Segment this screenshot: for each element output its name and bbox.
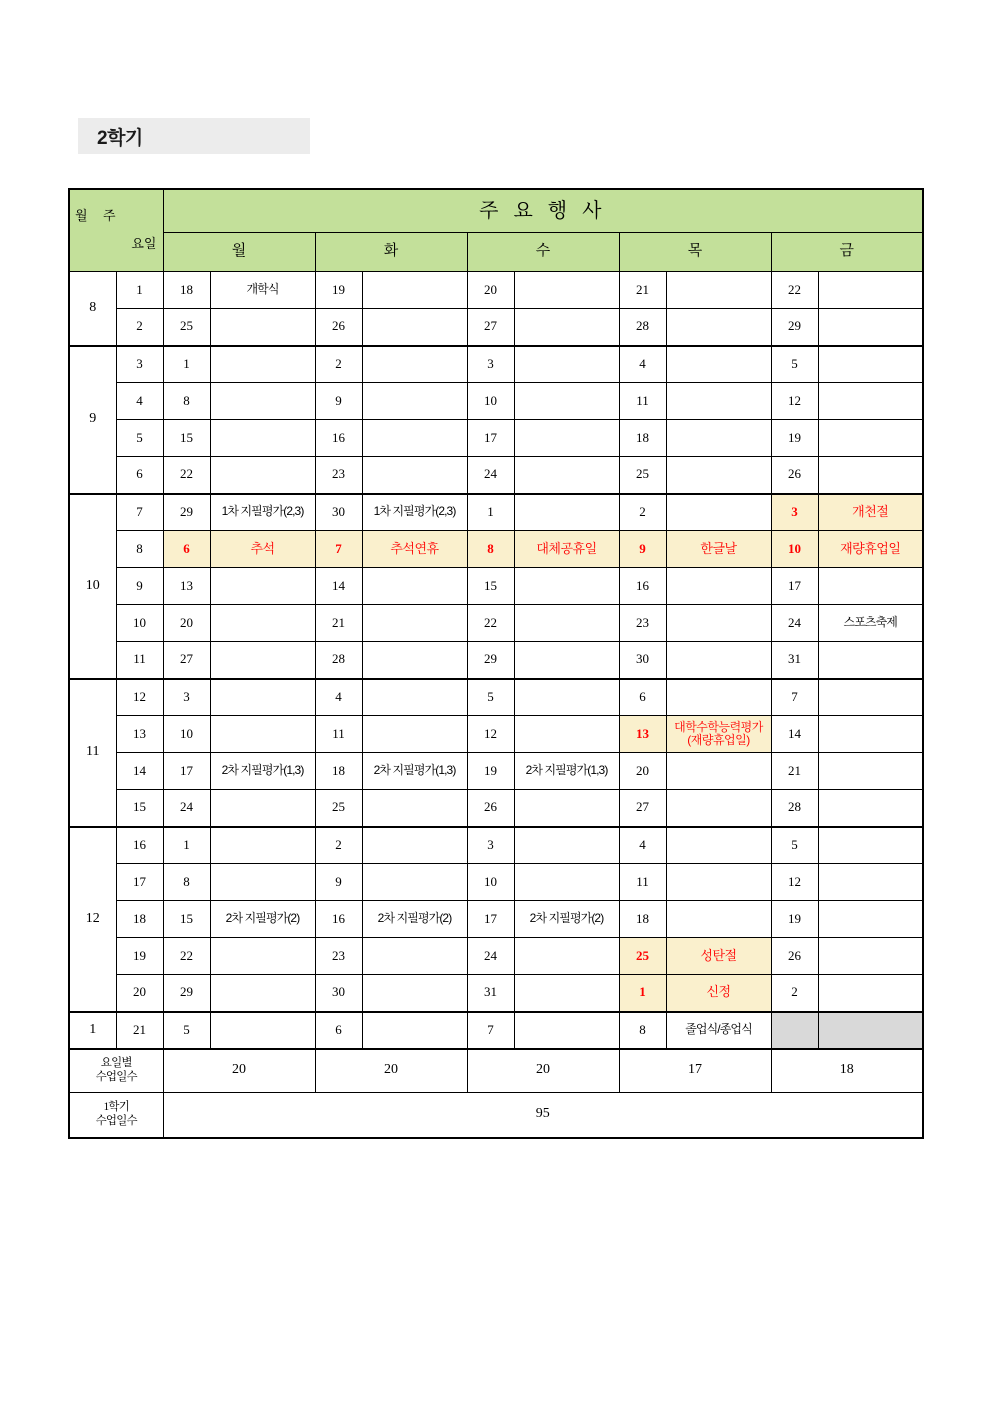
day-event-cell <box>362 420 467 457</box>
day-event-cell <box>514 605 619 642</box>
day-event-cell <box>514 938 619 975</box>
day-number-cell: 15 <box>467 568 514 605</box>
day-event-cell <box>514 642 619 679</box>
day-event-cell: 추석연휴 <box>362 531 467 568</box>
day-event-cell <box>666 864 771 901</box>
corner-label-week: 주 <box>103 207 116 223</box>
day-event-cell <box>210 605 315 642</box>
day-number-cell: 11 <box>315 716 362 753</box>
day-number-cell: 11 <box>619 864 666 901</box>
day-number-cell: 29 <box>163 975 210 1012</box>
day-number-cell: 4 <box>315 679 362 716</box>
day-event-cell: 재량휴업일 <box>818 531 923 568</box>
day-event-cell <box>666 494 771 531</box>
day-event-cell <box>362 1012 467 1049</box>
day-event-cell <box>666 309 771 346</box>
day-number-cell: 18 <box>315 753 362 790</box>
day-number-cell: 6 <box>163 531 210 568</box>
day-number-cell: 28 <box>771 790 818 827</box>
day-number-cell: 12 <box>771 864 818 901</box>
day-event-cell <box>362 383 467 420</box>
day-event-cell <box>362 272 467 309</box>
week-number-cell: 3 <box>116 346 163 383</box>
day-number-cell: 7 <box>771 679 818 716</box>
summary-total-value: 95 <box>163 1092 923 1138</box>
week-number-cell: 8 <box>116 531 163 568</box>
summary-total-row <box>69 1092 923 1138</box>
day-number-cell: 21 <box>619 272 666 309</box>
day-number-cell: 1 <box>467 494 514 531</box>
day-header-thu: 목 <box>619 233 771 272</box>
week-number-cell: 17 <box>116 864 163 901</box>
corner-label-weekday: 요일 <box>131 235 157 251</box>
day-number-cell: 16 <box>619 568 666 605</box>
day-event-cell <box>210 383 315 420</box>
main-events-header: 주 요 행 사 <box>163 189 923 233</box>
day-number-cell: 28 <box>315 642 362 679</box>
day-event-cell <box>514 346 619 383</box>
summary-total-label: 1학기 수업일수 <box>69 1092 163 1138</box>
calendar-week-row <box>69 864 923 901</box>
day-number-cell: 26 <box>771 938 818 975</box>
day-number-cell: 14 <box>315 568 362 605</box>
day-number-cell: 6 <box>619 679 666 716</box>
week-number-cell: 13 <box>116 716 163 753</box>
corner-axis-cell <box>69 189 163 272</box>
day-event-cell <box>514 864 619 901</box>
calendar-week-row <box>69 531 923 568</box>
day-number-cell: 11 <box>619 383 666 420</box>
day-number-cell: 27 <box>619 790 666 827</box>
day-event-cell <box>666 679 771 716</box>
day-event-cell: 2차 지필평가(1,3) <box>210 753 315 790</box>
calendar-body <box>69 272 923 1049</box>
week-number-cell: 2 <box>116 309 163 346</box>
week-number-cell: 10 <box>116 605 163 642</box>
day-event-cell <box>666 420 771 457</box>
calendar-week-row <box>69 975 923 1012</box>
day-number-cell <box>771 1012 818 1049</box>
month-cell: 8 <box>69 272 116 346</box>
calendar-week-row <box>69 457 923 494</box>
day-event-cell <box>818 309 923 346</box>
day-event-cell <box>514 457 619 494</box>
day-number-cell: 21 <box>315 605 362 642</box>
day-event-cell: 1차 지필평가(2,3) <box>210 494 315 531</box>
day-number-cell: 20 <box>619 753 666 790</box>
calendar-week-row <box>69 679 923 716</box>
day-number-cell: 7 <box>315 531 362 568</box>
day-header-tue: 화 <box>315 233 467 272</box>
day-number-cell: 29 <box>163 494 210 531</box>
day-event-cell <box>362 716 467 753</box>
day-number-cell: 22 <box>163 457 210 494</box>
calendar-week-row <box>69 827 923 864</box>
day-number-cell: 7 <box>467 1012 514 1049</box>
day-event-cell: 2차 지필평가(2) <box>514 901 619 938</box>
day-event-cell <box>818 1012 923 1049</box>
day-event-cell <box>210 938 315 975</box>
day-event-cell <box>514 420 619 457</box>
day-event-cell: 대학수학능력평가 (재량휴업일) <box>666 716 771 753</box>
day-event-cell <box>210 975 315 1012</box>
day-number-cell: 16 <box>315 901 362 938</box>
day-number-cell: 22 <box>771 272 818 309</box>
day-event-cell <box>210 679 315 716</box>
day-number-cell: 3 <box>467 827 514 864</box>
week-number-cell: 20 <box>116 975 163 1012</box>
day-number-cell: 4 <box>619 346 666 383</box>
day-number-cell: 18 <box>619 901 666 938</box>
month-cell: 11 <box>69 679 116 827</box>
table-header <box>69 189 923 272</box>
day-event-cell <box>666 346 771 383</box>
day-event-cell <box>818 679 923 716</box>
day-event-cell: 졸업식/종업식 <box>666 1012 771 1049</box>
day-number-cell: 20 <box>163 605 210 642</box>
day-event-cell <box>666 827 771 864</box>
day-event-cell <box>210 568 315 605</box>
day-event-cell <box>818 790 923 827</box>
day-event-cell <box>362 679 467 716</box>
day-event-cell <box>210 642 315 679</box>
day-number-cell: 4 <box>619 827 666 864</box>
day-event-cell: 성탄절 <box>666 938 771 975</box>
week-number-cell: 1 <box>116 272 163 309</box>
summary-tue: 20 <box>315 1049 467 1093</box>
summary-per-day-label: 요일별 수업일수 <box>69 1049 163 1093</box>
day-event-cell <box>818 642 923 679</box>
day-number-cell: 10 <box>163 716 210 753</box>
calendar-week-row <box>69 901 923 938</box>
day-event-cell: 대체공휴일 <box>514 531 619 568</box>
day-number-cell: 8 <box>467 531 514 568</box>
day-number-cell: 5 <box>771 827 818 864</box>
week-number-cell: 7 <box>116 494 163 531</box>
calendar-week-row <box>69 605 923 642</box>
day-number-cell: 14 <box>771 716 818 753</box>
day-event-cell <box>362 605 467 642</box>
day-number-cell: 31 <box>771 642 818 679</box>
day-event-cell <box>666 568 771 605</box>
day-number-cell: 3 <box>771 494 818 531</box>
day-number-cell: 19 <box>467 753 514 790</box>
day-event-cell <box>362 642 467 679</box>
day-number-cell: 1 <box>163 346 210 383</box>
day-number-cell: 13 <box>619 716 666 753</box>
day-event-cell <box>818 827 923 864</box>
day-event-cell <box>818 272 923 309</box>
day-event-cell <box>666 753 771 790</box>
day-number-cell: 25 <box>619 457 666 494</box>
day-event-cell <box>818 753 923 790</box>
day-number-cell: 25 <box>619 938 666 975</box>
day-event-cell <box>210 457 315 494</box>
day-event-cell: 한글날 <box>666 531 771 568</box>
day-event-cell <box>666 642 771 679</box>
day-number-cell: 20 <box>467 272 514 309</box>
day-event-cell <box>210 716 315 753</box>
day-number-cell: 26 <box>315 309 362 346</box>
calendar-week-row <box>69 272 923 309</box>
week-number-cell: 9 <box>116 568 163 605</box>
day-event-cell <box>514 790 619 827</box>
day-event-cell <box>362 346 467 383</box>
day-event-cell <box>514 679 619 716</box>
day-event-cell <box>210 346 315 383</box>
day-event-cell <box>514 1012 619 1049</box>
day-event-cell <box>666 383 771 420</box>
week-number-cell: 16 <box>116 827 163 864</box>
day-event-cell <box>362 790 467 827</box>
day-event-cell <box>514 975 619 1012</box>
day-number-cell: 17 <box>467 901 514 938</box>
day-number-cell: 30 <box>315 494 362 531</box>
day-number-cell: 19 <box>771 420 818 457</box>
day-event-cell <box>818 383 923 420</box>
day-event-cell <box>818 901 923 938</box>
day-number-cell: 12 <box>467 716 514 753</box>
day-number-cell: 1 <box>163 827 210 864</box>
day-number-cell: 2 <box>771 975 818 1012</box>
day-number-cell: 9 <box>315 864 362 901</box>
day-number-cell: 2 <box>619 494 666 531</box>
day-number-cell: 18 <box>619 420 666 457</box>
page-title: 2학기 <box>97 127 143 149</box>
day-number-cell: 23 <box>619 605 666 642</box>
day-event-cell <box>210 309 315 346</box>
day-number-cell: 23 <box>315 457 362 494</box>
month-cell: 1 <box>69 1012 116 1049</box>
day-event-cell <box>210 864 315 901</box>
day-number-cell: 5 <box>163 1012 210 1049</box>
day-event-cell <box>666 272 771 309</box>
day-event-cell <box>210 420 315 457</box>
day-number-cell: 2 <box>315 827 362 864</box>
day-event-cell <box>514 716 619 753</box>
day-event-cell <box>666 790 771 827</box>
day-number-cell: 27 <box>163 642 210 679</box>
day-event-cell <box>818 975 923 1012</box>
calendar-week-row <box>69 494 923 531</box>
day-event-cell <box>818 864 923 901</box>
day-number-cell: 10 <box>771 531 818 568</box>
week-number-cell: 21 <box>116 1012 163 1049</box>
day-number-cell: 3 <box>163 679 210 716</box>
week-number-cell: 6 <box>116 457 163 494</box>
summary-per-day-row <box>69 1049 923 1093</box>
day-event-cell: 신정 <box>666 975 771 1012</box>
summary-thu: 17 <box>619 1049 771 1093</box>
day-number-cell: 10 <box>467 864 514 901</box>
day-event-cell <box>362 864 467 901</box>
day-event-cell: 2차 지필평가(2) <box>362 901 467 938</box>
day-header-wed: 수 <box>467 233 619 272</box>
day-number-cell: 29 <box>771 309 818 346</box>
day-event-cell <box>818 568 923 605</box>
week-number-cell: 4 <box>116 383 163 420</box>
day-event-cell: 스포츠축제 <box>818 605 923 642</box>
corner-label-month: 월 <box>75 207 88 223</box>
day-number-cell: 28 <box>619 309 666 346</box>
day-header-fri: 금 <box>771 233 923 272</box>
day-event-cell <box>210 827 315 864</box>
day-number-cell: 24 <box>771 605 818 642</box>
day-number-cell: 21 <box>771 753 818 790</box>
day-number-cell: 19 <box>315 272 362 309</box>
day-number-cell: 30 <box>619 642 666 679</box>
month-cell: 12 <box>69 827 116 1012</box>
day-header-mon: 월 <box>163 233 315 272</box>
calendar-week-row <box>69 309 923 346</box>
day-event-cell <box>666 901 771 938</box>
day-event-cell <box>514 309 619 346</box>
day-number-cell: 17 <box>467 420 514 457</box>
day-event-cell: 추석 <box>210 531 315 568</box>
day-number-cell: 9 <box>619 531 666 568</box>
day-number-cell: 15 <box>163 901 210 938</box>
calendar-week-row <box>69 420 923 457</box>
day-number-cell: 24 <box>467 938 514 975</box>
day-event-cell <box>818 716 923 753</box>
calendar-week-row <box>69 790 923 827</box>
day-event-cell: 개천절 <box>818 494 923 531</box>
day-event-cell <box>666 457 771 494</box>
day-number-cell: 18 <box>163 272 210 309</box>
month-cell: 10 <box>69 494 116 679</box>
day-event-cell <box>362 975 467 1012</box>
header-row-top <box>69 189 923 233</box>
day-event-cell <box>514 272 619 309</box>
day-number-cell: 22 <box>163 938 210 975</box>
header-row-days <box>69 233 923 272</box>
day-number-cell: 31 <box>467 975 514 1012</box>
semester-title-banner <box>78 118 310 154</box>
day-number-cell: 8 <box>619 1012 666 1049</box>
summary-fri: 18 <box>771 1049 923 1093</box>
day-event-cell <box>514 383 619 420</box>
day-event-cell <box>362 938 467 975</box>
day-event-cell: 2차 지필평가(1,3) <box>514 753 619 790</box>
week-number-cell: 12 <box>116 679 163 716</box>
day-event-cell <box>210 1012 315 1049</box>
day-event-cell <box>666 605 771 642</box>
calendar-week-row <box>69 642 923 679</box>
day-event-cell: 1차 지필평가(2,3) <box>362 494 467 531</box>
calendar-week-row <box>69 716 923 753</box>
day-event-cell <box>818 938 923 975</box>
day-event-cell <box>818 457 923 494</box>
calendar-week-row <box>69 346 923 383</box>
academic-calendar-table <box>68 188 924 1139</box>
day-number-cell: 8 <box>163 383 210 420</box>
day-number-cell: 22 <box>467 605 514 642</box>
day-number-cell: 5 <box>771 346 818 383</box>
day-event-cell <box>362 568 467 605</box>
day-number-cell: 3 <box>467 346 514 383</box>
day-event-cell <box>514 568 619 605</box>
week-number-cell: 19 <box>116 938 163 975</box>
calendar-week-row <box>69 568 923 605</box>
week-number-cell: 14 <box>116 753 163 790</box>
day-number-cell: 24 <box>467 457 514 494</box>
day-number-cell: 6 <box>315 1012 362 1049</box>
day-number-cell: 30 <box>315 975 362 1012</box>
calendar-week-row <box>69 1012 923 1049</box>
day-number-cell: 12 <box>771 383 818 420</box>
summary-wed: 20 <box>467 1049 619 1093</box>
day-number-cell: 17 <box>163 753 210 790</box>
day-number-cell: 25 <box>315 790 362 827</box>
calendar-week-row <box>69 753 923 790</box>
day-number-cell: 25 <box>163 309 210 346</box>
day-number-cell: 1 <box>619 975 666 1012</box>
day-number-cell: 27 <box>467 309 514 346</box>
table-footer <box>69 1049 923 1138</box>
week-number-cell: 15 <box>116 790 163 827</box>
day-number-cell: 29 <box>467 642 514 679</box>
day-event-cell <box>818 346 923 383</box>
day-number-cell: 10 <box>467 383 514 420</box>
day-event-cell: 개학식 <box>210 272 315 309</box>
summary-mon: 20 <box>163 1049 315 1093</box>
day-event-cell <box>362 827 467 864</box>
day-number-cell: 23 <box>315 938 362 975</box>
week-number-cell: 18 <box>116 901 163 938</box>
day-number-cell: 26 <box>771 457 818 494</box>
day-number-cell: 9 <box>315 383 362 420</box>
day-number-cell: 5 <box>467 679 514 716</box>
day-event-cell: 2차 지필평가(1,3) <box>362 753 467 790</box>
day-number-cell: 15 <box>163 420 210 457</box>
day-number-cell: 8 <box>163 864 210 901</box>
calendar-week-row <box>69 383 923 420</box>
day-number-cell: 19 <box>771 901 818 938</box>
day-event-cell <box>514 494 619 531</box>
day-event-cell <box>362 457 467 494</box>
week-number-cell: 11 <box>116 642 163 679</box>
day-number-cell: 2 <box>315 346 362 383</box>
week-number-cell: 5 <box>116 420 163 457</box>
day-event-cell: 2차 지필평가(2) <box>210 901 315 938</box>
day-number-cell: 13 <box>163 568 210 605</box>
day-number-cell: 26 <box>467 790 514 827</box>
day-event-cell <box>362 309 467 346</box>
day-event-cell <box>210 790 315 827</box>
day-event-cell <box>818 420 923 457</box>
month-cell: 9 <box>69 346 116 494</box>
day-number-cell: 24 <box>163 790 210 827</box>
calendar-week-row <box>69 938 923 975</box>
day-event-cell <box>514 827 619 864</box>
day-number-cell: 16 <box>315 420 362 457</box>
day-number-cell: 17 <box>771 568 818 605</box>
